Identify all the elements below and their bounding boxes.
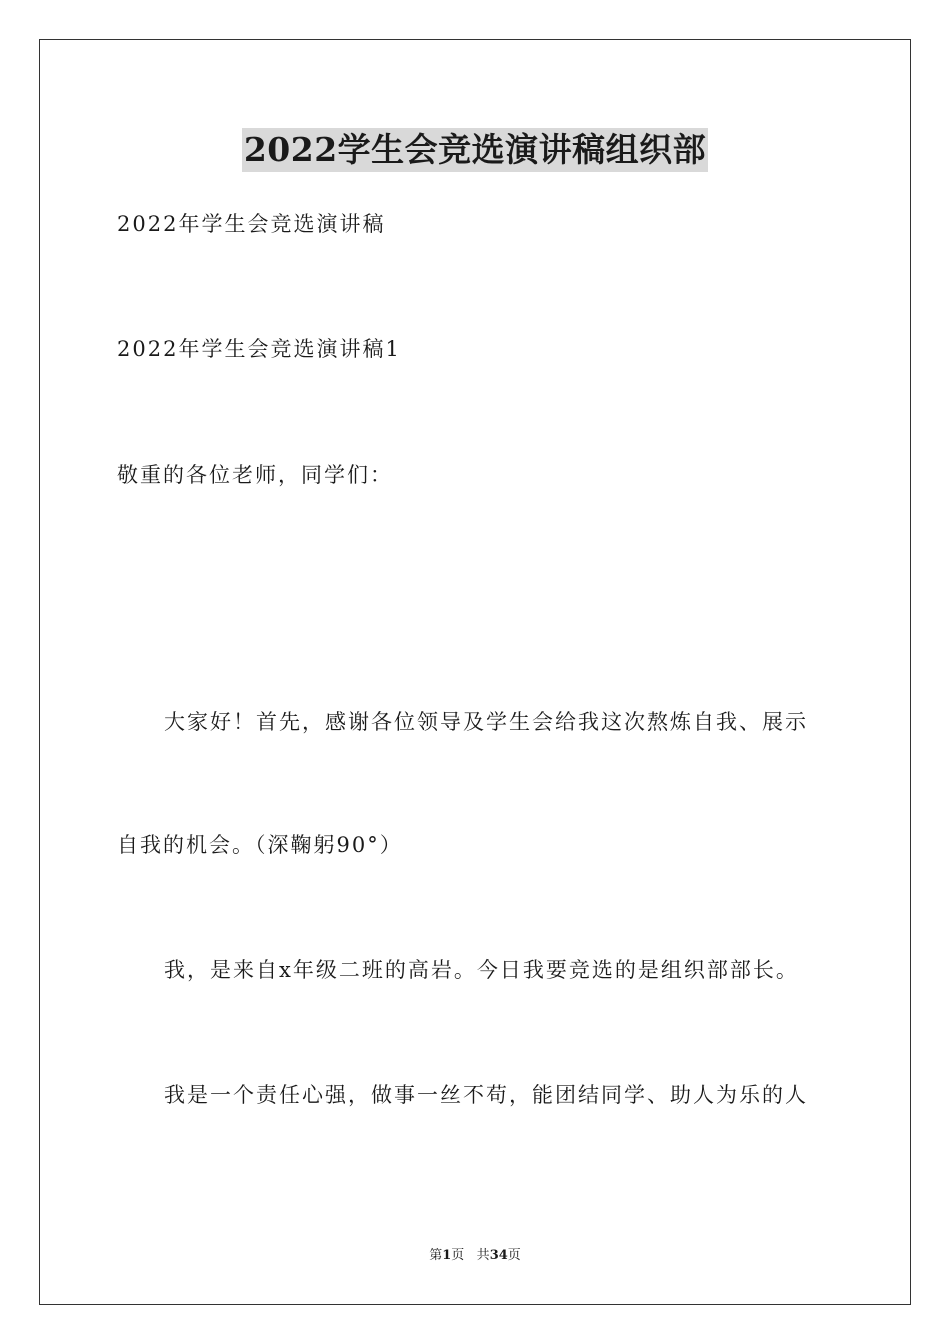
document-title: 2022学生会竞选演讲稿组织部 [242, 128, 708, 172]
paragraph-salutation: 敬重的各位老师，同学们： [117, 463, 393, 487]
page-suffix: 页 [451, 1248, 465, 1263]
paragraph-greeting-continued: 自我的机会。（深鞠躬90°） [117, 833, 403, 857]
total-pages: 34 [489, 1248, 508, 1263]
page-prefix: 第 [429, 1248, 443, 1263]
paragraph-subheading: 2022年学生会竞选演讲稿1 [117, 337, 401, 361]
title-container [0, 128, 950, 172]
page-footer [0, 1247, 950, 1265]
total-suffix: 页 [507, 1248, 521, 1263]
paragraph-heading: 2022年学生会竞选演讲稿 [117, 212, 386, 236]
page-number: 1 [442, 1248, 452, 1263]
paragraph-greeting: 大家好！首先，感谢各位领导及学生会给我这次熬炼自我、展示 [164, 710, 808, 734]
paragraph-self-description: 我是一个责任心强，做事一丝不苟，能团结同学、助人为乐的人 [164, 1083, 808, 1107]
total-prefix: 共 [476, 1248, 490, 1263]
paragraph-introduction: 我，是来自x年级二班的高岩。今日我要竞选的是组织部部长。 [164, 958, 799, 982]
